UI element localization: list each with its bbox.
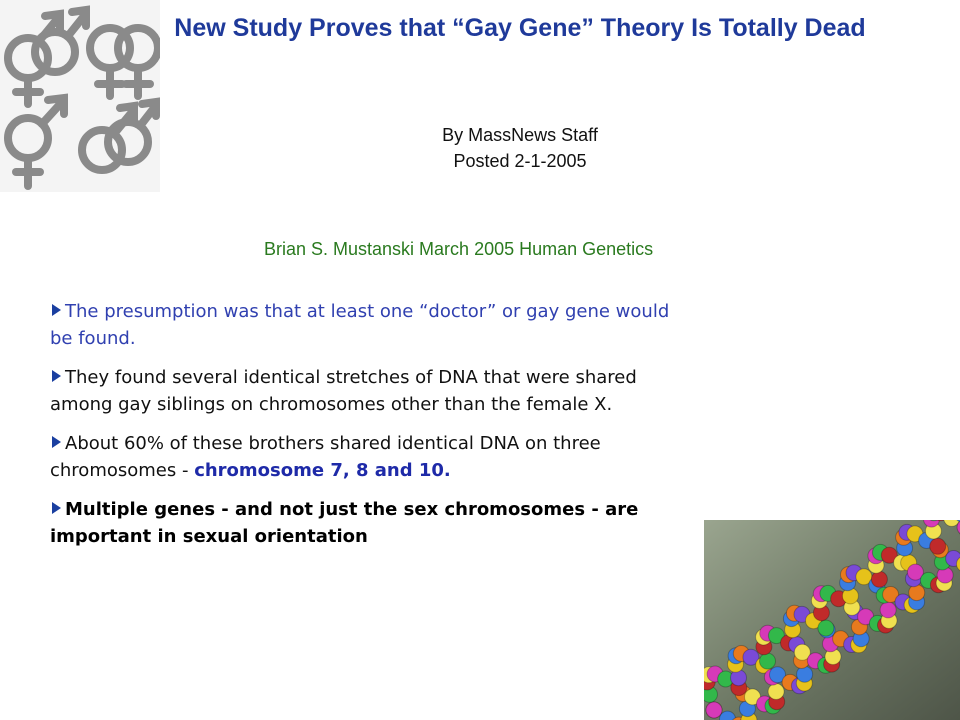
arrow-bullet-icon <box>52 370 61 382</box>
page-title: New Study Proves that “Gay Gene” Theory Is Totally Dead <box>174 14 866 42</box>
bullet-list <box>50 298 670 562</box>
bullet-item <box>50 430 670 484</box>
bullet-highlight: chromosome 7, 8 and 10. <box>194 460 451 481</box>
byline-author: By MassNews Staff <box>442 125 598 145</box>
gender-symbols-icon <box>0 0 160 192</box>
byline-date: Posted 2-1-2005 <box>453 151 587 171</box>
byline-block <box>370 122 670 174</box>
bullet-item <box>50 496 670 550</box>
bullet-text: Multiple genes - and not just the sex chromosomes - are important in sexual orientation <box>50 499 639 547</box>
dna-helix-image <box>704 520 960 720</box>
bullet-text: The presumption was that at least one “doctor” or gay gene would be found. <box>50 301 670 349</box>
bullet-text: They found several identical stretches of DNA that were shared among gay siblings on chromosomes other than the female X. <box>50 367 637 415</box>
arrow-bullet-icon <box>52 436 61 448</box>
bullet-item <box>50 364 670 418</box>
bullet-item <box>50 298 670 352</box>
arrow-bullet-icon <box>52 502 61 514</box>
citation: Brian S. Mustanski March 2005 Human Genetics <box>264 239 654 259</box>
arrow-bullet-icon <box>52 304 61 316</box>
bullet-text: About 60% of these brothers shared identical DNA on three chromosomes - <box>50 433 601 481</box>
